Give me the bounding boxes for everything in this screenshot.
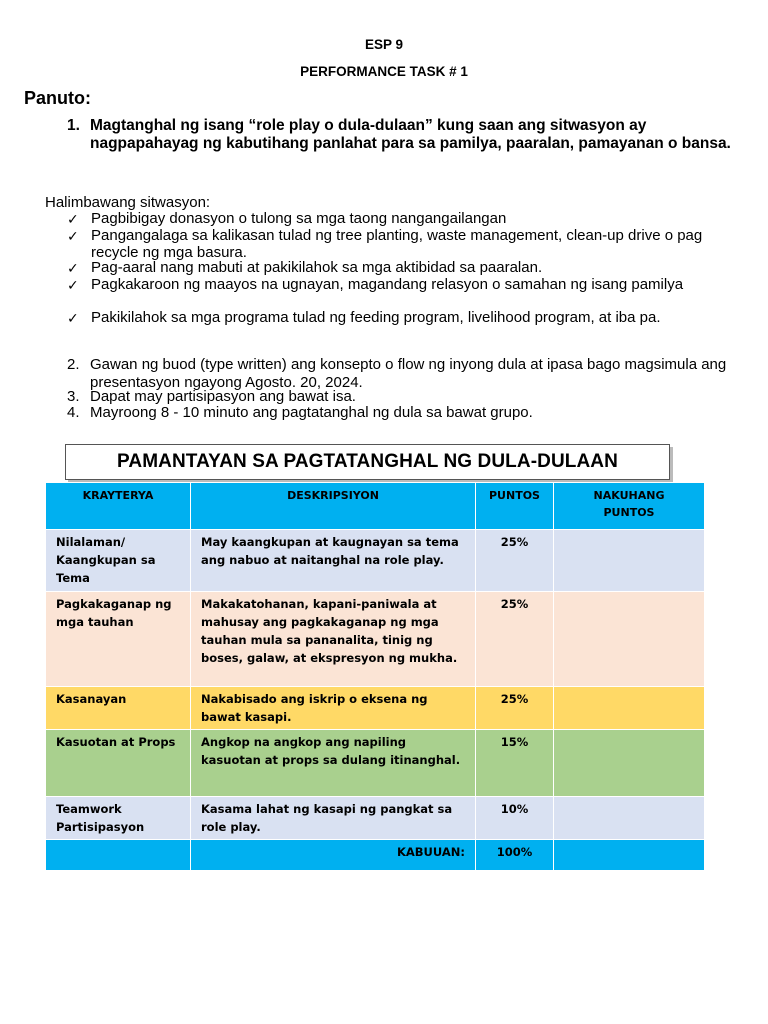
header-points: PUNTOS bbox=[476, 483, 554, 530]
score-cell[interactable] bbox=[554, 730, 705, 797]
rubric-title: PAMANTAYAN SA PAGTATANGHAL NG DULA-DULAAN bbox=[65, 444, 670, 480]
examples-label: Halimbawang sitwasyon: bbox=[45, 194, 211, 211]
instructions-heading: Panuto: bbox=[24, 88, 91, 108]
points-cell: 10% bbox=[476, 797, 554, 840]
header-score: NAKUHANG PUNTOS bbox=[554, 483, 705, 530]
description-cell: Angkop na angkop ang napiling kasuotan at props sa dulang itinanghal. bbox=[191, 730, 476, 797]
rubric-table bbox=[45, 482, 705, 871]
score-cell[interactable] bbox=[554, 797, 705, 840]
check-icon: ✓ bbox=[67, 277, 79, 293]
criteria-cell: Teamwork Partisipasyon bbox=[46, 797, 191, 840]
score-cell[interactable] bbox=[554, 530, 705, 592]
item-text: Magtanghal ng isang “role play o dula-dulaan” kung saan ang sitwasyon ay nagpapahayag ng kabutihang panlahat para sa pamilya, paaralan, pamayanan o bansa. bbox=[90, 117, 731, 152]
check-icon: ✓ bbox=[67, 310, 79, 326]
description-cell: Makakatohanan, kapani-paniwala at mahusay ang pagkakaganap ng mga tauhan mula sa pananalita, tinig ng boses, galaw, at ekspresyon ng mukha. bbox=[191, 592, 476, 687]
criteria-cell: Pagkakaganap ng mga tauhan bbox=[46, 592, 191, 687]
item-number: 1. bbox=[67, 117, 80, 134]
criteria-cell: Kasuotan at Props bbox=[46, 730, 191, 797]
table-row bbox=[46, 592, 705, 687]
score-cell[interactable] bbox=[554, 592, 705, 687]
points-cell: 25% bbox=[476, 592, 554, 687]
description-cell: Kasama lahat ng kasapi ng pangkat sa role play. bbox=[191, 797, 476, 840]
check-icon: ✓ bbox=[67, 211, 79, 227]
total-label: KABUUAN: bbox=[191, 840, 476, 871]
header-description: DESKRIPSIYON bbox=[191, 483, 476, 530]
criteria-cell: Nilalaman/ Kaangkupan sa Tema bbox=[46, 530, 191, 592]
score-cell[interactable] bbox=[554, 687, 705, 730]
task-title: PERFORMANCE TASK # 1 bbox=[300, 64, 468, 79]
check-icon: ✓ bbox=[67, 228, 79, 244]
total-points: 100% bbox=[476, 840, 554, 871]
description-cell: May kaangkupan at kaugnayan sa tema ang nabuo at naitanghal na role play. bbox=[191, 530, 476, 592]
header-criteria: KRAYTERYA bbox=[46, 483, 191, 530]
total-row bbox=[46, 840, 705, 871]
table-row bbox=[46, 530, 705, 592]
criteria-cell: Kasanayan bbox=[46, 687, 191, 730]
table-row bbox=[46, 730, 705, 797]
points-cell: 15% bbox=[476, 730, 554, 797]
description-cell: Nakabisado ang iskrip o eksena ng bawat kasapi. bbox=[191, 687, 476, 730]
total-score-cell[interactable] bbox=[554, 840, 705, 871]
points-cell: 25% bbox=[476, 687, 554, 730]
check-icon: ✓ bbox=[67, 260, 79, 276]
table-row bbox=[46, 687, 705, 730]
table-header-row bbox=[46, 483, 705, 530]
table-row bbox=[46, 797, 705, 840]
subject-title: ESP 9 bbox=[364, 37, 404, 52]
points-cell: 25% bbox=[476, 530, 554, 592]
